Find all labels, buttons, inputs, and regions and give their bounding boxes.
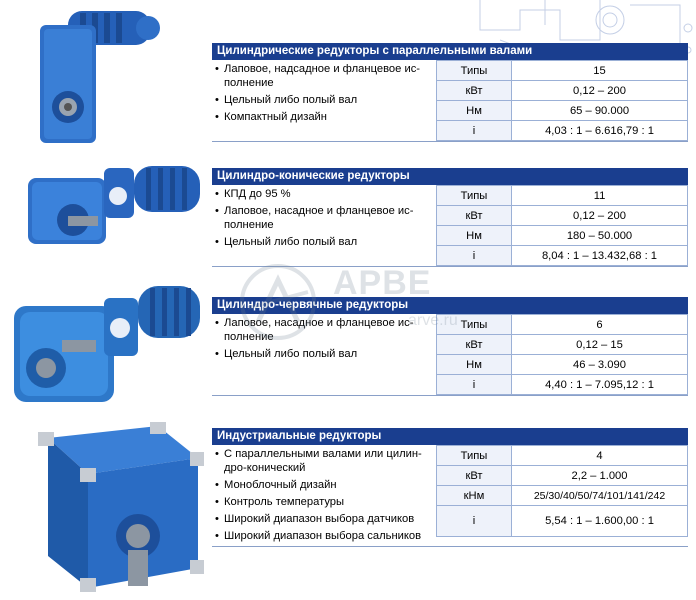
param-value: 0,12 – 15 (512, 335, 688, 355)
param-name: Нм (437, 226, 512, 246)
feature-item: • С параллельными валами или цилин-дро-конический (212, 447, 436, 475)
param-value: 11 (512, 186, 688, 206)
param-value: 4 (512, 446, 688, 466)
section-title: Индустриальные редукторы (212, 428, 688, 445)
feature-list (212, 60, 436, 141)
param-value: 25/30/40/50/74/101/141/242 (512, 486, 688, 506)
feature-item: • Цельный либо полый вал (212, 347, 436, 361)
feature-item: • Лаповое, насадное и фланцевое ис-полнение (212, 316, 436, 344)
watermark-brand: АРВЕ (333, 264, 432, 302)
param-value: 180 – 50.000 (512, 226, 688, 246)
spec-block-industrial (212, 428, 688, 547)
table-row (437, 121, 688, 141)
helical-bevel-gearmotor-image (18, 158, 208, 258)
param-name: i (437, 375, 512, 395)
table-row (437, 446, 688, 466)
table-row (437, 61, 688, 81)
param-value: 6 (512, 315, 688, 335)
helical-worm-gearmotor-image (6, 278, 206, 408)
param-value: 0,12 – 200 (512, 206, 688, 226)
parameters-table (436, 185, 688, 266)
table-row (437, 486, 688, 506)
parameters-table (436, 445, 688, 537)
param-value: 2,2 – 1.000 (512, 466, 688, 486)
table-row (437, 226, 688, 246)
feature-item: • Цельный либо полый вал (212, 235, 436, 249)
param-name: i (437, 506, 512, 537)
table-row (437, 246, 688, 266)
table-row (437, 101, 688, 121)
table-row (437, 335, 688, 355)
param-name: Нм (437, 355, 512, 375)
table-row (437, 355, 688, 375)
spec-block-helical-worm (212, 297, 688, 396)
section-title: Цилиндрические редукторы с параллельными валами (212, 43, 688, 60)
param-name: кВт (437, 466, 512, 486)
param-value: 15 (512, 61, 688, 81)
spec-block-helical-bevel (212, 168, 688, 267)
feature-item: • Широкий диапазон выбора датчиков (212, 512, 436, 526)
feature-item: • Компактный дизайн (212, 110, 436, 124)
param-value: 65 – 90.000 (512, 101, 688, 121)
param-value: 4,40 : 1 – 7.095,12 : 1 (512, 375, 688, 395)
feature-list (212, 185, 436, 266)
param-name: кВт (437, 335, 512, 355)
param-name: Нм (437, 101, 512, 121)
param-name: Типы (437, 315, 512, 335)
section-title: Цилиндро-конические редукторы (212, 168, 688, 185)
feature-item: • КПД до 95 % (212, 187, 436, 201)
parameters-table (436, 60, 688, 141)
industrial-gearbox-image (28, 418, 208, 598)
table-row (437, 315, 688, 335)
parameters-table (436, 314, 688, 395)
param-value: 8,04 : 1 – 13.432,68 : 1 (512, 246, 688, 266)
spec-block-parallel-shaft (212, 43, 688, 142)
feature-item: • Широкий диапазон выбора сальников (212, 529, 436, 543)
table-row (437, 375, 688, 395)
table-row (437, 81, 688, 101)
param-name: Типы (437, 61, 512, 81)
feature-item: • Лаповое, насадное и фланцевое ис-полнение (212, 204, 436, 232)
param-name: i (437, 246, 512, 266)
param-value: 0,12 – 200 (512, 81, 688, 101)
param-value: 46 – 3.090 (512, 355, 688, 375)
feature-item: • Моноблочный дизайн (212, 478, 436, 492)
watermark-site: arve.ru (408, 312, 458, 329)
param-value: 4,03 : 1 – 6.616,79 : 1 (512, 121, 688, 141)
feature-item: • Цельный либо полый вал (212, 93, 436, 107)
param-name: кВт (437, 206, 512, 226)
section-title: Цилиндро-червячные редукторы (212, 297, 688, 314)
feature-list (212, 445, 436, 546)
param-name: кВт (437, 81, 512, 101)
feature-list (212, 314, 436, 395)
param-name: Типы (437, 186, 512, 206)
param-name: кНм (437, 486, 512, 506)
table-row (437, 506, 688, 537)
param-name: i (437, 121, 512, 141)
param-value: 5,54 : 1 – 1.600,00 : 1 (512, 506, 688, 537)
table-row (437, 466, 688, 486)
feature-item: • Лаповое, надсадное и фланцевое ис-полнение (212, 62, 436, 90)
feature-item: • Контроль температуры (212, 495, 436, 509)
param-name: Типы (437, 446, 512, 466)
table-row (437, 186, 688, 206)
table-row (437, 206, 688, 226)
parallel-shaft-gearmotor-image (30, 5, 160, 145)
